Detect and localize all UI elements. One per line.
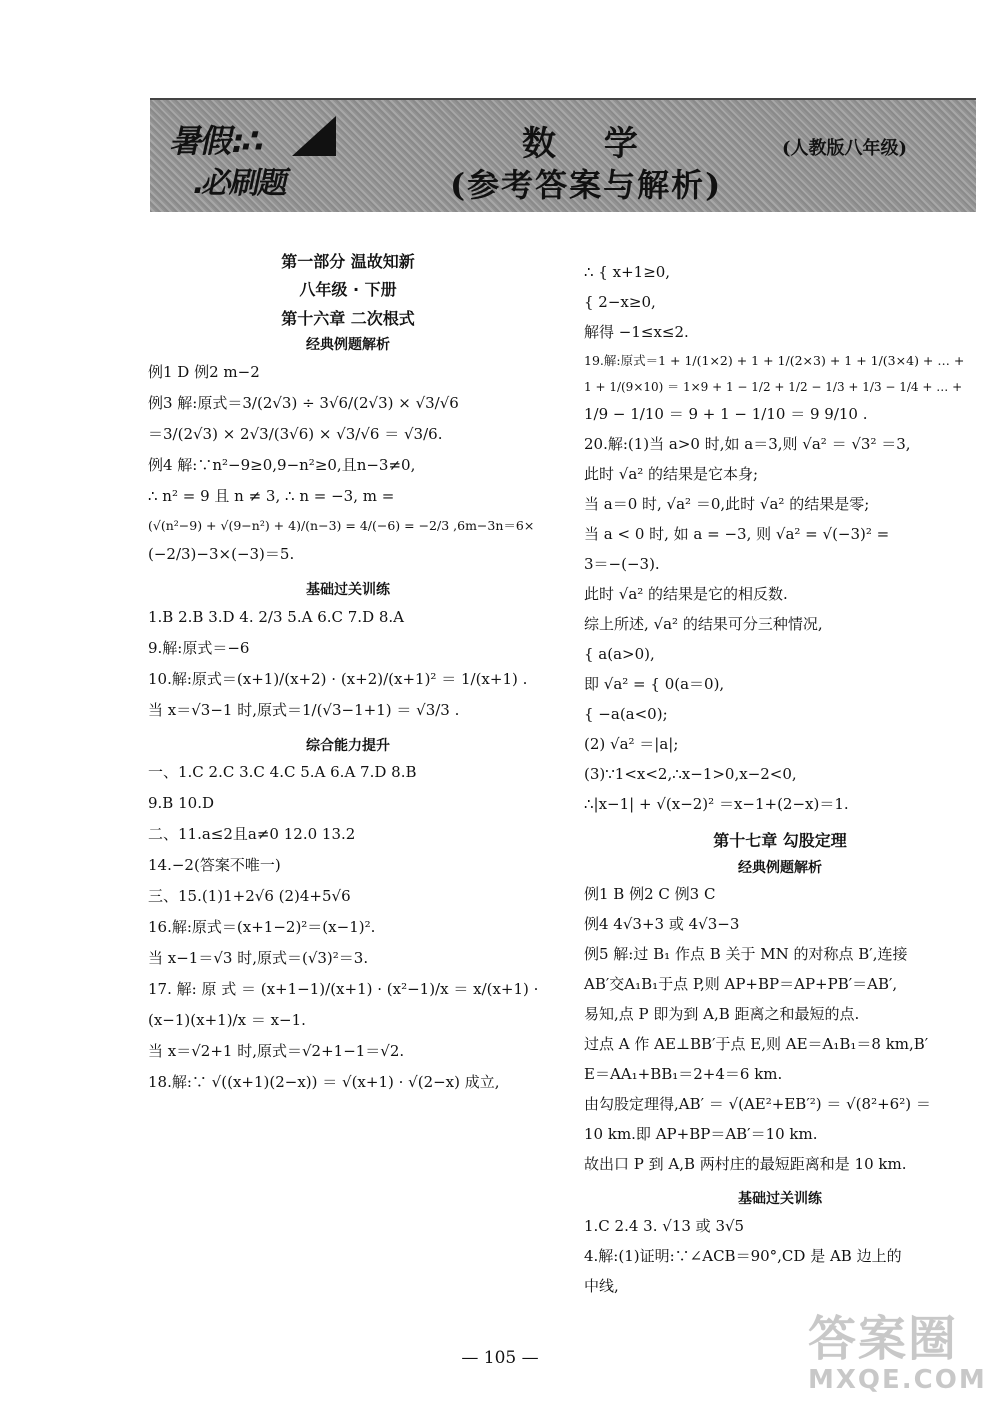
answer-line: 例5 解:过 B₁ 作点 B 关于 MN 的对称点 B′,连接 [584, 945, 908, 964]
answer-line: 16.解:原式＝(x+1−2)²＝(x−1)². [148, 918, 376, 937]
answer-line: 当 a＝0 时, √a² ＝0,此时 √a² 的结果是零; [584, 495, 870, 514]
answer-line: 综上所述, √a² 的结果可分三种情况, [584, 615, 823, 634]
answer-line: 例1 D 例2 m−2 [148, 362, 260, 381]
answer-line: 9.解:原式＝−6 [148, 638, 250, 657]
answer-line: 10 km.即 AP+BP＝AB′＝10 km. [584, 1125, 818, 1144]
answer-line: (√(n²−9) + √(9−n²) + 4)/(n−3) = 4/(−6) = −2/3 ,6m−3n＝6× [148, 517, 535, 533]
answer-line: ∴|x−1| + √(x−2)² ＝x−1+(2−x)＝1. [584, 795, 849, 814]
logo-line1: 暑假:∴ [167, 122, 267, 160]
section-heading: 经典例题解析 [738, 859, 822, 876]
right-column [584, 262, 976, 1306]
answers-title: (参考答案与解析) [450, 166, 723, 204]
section-heading: 第十六章 二次根式 [281, 308, 415, 328]
watermark [808, 1300, 987, 1395]
answer-line: 例1 B 例2 C 例3 C [584, 885, 716, 904]
section-heading: 第一部分 温故知新 [281, 252, 415, 271]
answer-line: 当 a < 0 时, 如 a = −3, 则 √a² = √(−3)² = [584, 525, 890, 544]
answer-line: 过点 A 作 AE⊥BB′于点 E,则 AE＝A₁B₁＝8 km,B′ [584, 1035, 929, 1054]
answer-line: 解得 −1≤x≤2. [584, 323, 689, 341]
subject-title: 数 学 [522, 124, 656, 164]
answer-line: 1.B 2.B 3.D 4. 2/3 5.A 6.C 7.D 8.A [148, 607, 405, 626]
answer-line: 例3 解:原式＝3/(2√3) ÷ 3√6/(2√3) × √3/√6 [148, 393, 459, 412]
answer-line: 此时 √a² 的结果是它本身; [584, 465, 759, 484]
answer-line: ∴ n² = 9 且 n ≠ 3, ∴ n = −3, m = [148, 486, 395, 505]
answer-line: (−2/3)−3×(−3)＝5. [148, 545, 295, 564]
answer-line: 三、15.(1)1+2√6 (2)4+5√6 [148, 887, 351, 906]
edition-label: (人教版八年级) [782, 138, 908, 159]
answer-line: (2) √a² ＝|a|; [584, 735, 679, 754]
answer-line: 18.解:∵ √((x+1)(2−x)) ＝ √(x+1) · √(2−x) 成立, [148, 1073, 500, 1092]
answer-line: 1/9 − 1/10 ＝ 9 + 1 − 1/10 ＝ 9 9/10 . [584, 405, 868, 424]
answer-line: { a(a>0), [584, 645, 655, 664]
section-heading: 基础过关训练 [306, 582, 390, 599]
answer-line: 4.解:(1)证明:∵∠ACB＝90°,CD 是 AB 边上的 [584, 1246, 902, 1265]
answer-line: 9.B 10.D [148, 794, 214, 813]
answer-line: 中线, [584, 1276, 619, 1295]
answer-line: ＝3/(2√3) × 2√3/(3√6) × √3/√6 ＝ √3/6. [148, 424, 443, 443]
answer-line: 1 + 1/(9×10) ＝ 1×9 + 1 − 1/2 + 1/2 − 1/3 + 1/3 − 1/4 + … + [584, 379, 963, 394]
left-column [148, 245, 548, 1103]
answer-line: 当 x−1＝√3 时,原式＝(√3)²＝3. [148, 949, 369, 968]
watermark-line1: 答案圈 [808, 1311, 959, 1367]
answer-line: 故出口 P 到 A,B 两村庄的最短距离和是 10 km. [584, 1155, 907, 1174]
answer-line: 14.−2(答案不唯一) [148, 856, 281, 875]
section-heading: 第十七章 勾股定理 [713, 831, 847, 851]
answer-line: AB′交A₁B₁于点 P,则 AP+BP＝AP+PB′＝AB′, [584, 975, 898, 994]
answer-line: ∴ { x+1≥0, [584, 263, 671, 281]
answer-line: 由勾股定理得,AB′ ＝ √(AE²+EB′²) ＝ √(8²+6²) ＝ [584, 1095, 931, 1114]
section-heading: 基础过关训练 [738, 1191, 822, 1208]
answer-line: (x−1)(x+1)/x ＝ x−1. [148, 1011, 306, 1030]
answer-line: 1.C 2.4 3. √13 或 3√5 [584, 1216, 745, 1235]
answer-line: 19.解:原式＝1 + 1/(1×2) + 1 + 1/(2×3) + 1 + 1/(3×4) + … + [584, 353, 965, 368]
answer-line: 即 √a² = { 0(a＝0), [584, 675, 725, 694]
answer-line: { −a(a<0); [584, 705, 668, 724]
answer-line: E＝AA₁+BB₁＝2+4＝6 km. [584, 1065, 783, 1084]
answer-line: 例4 解:∵n²−9≥0,9−n²≥0,且n−3≠0, [148, 455, 416, 474]
answer-line: 10.解:原式＝(x+1)/(x+2) · (x+2)/(x+1)² ＝ 1/(x+1) . [148, 669, 528, 688]
section-heading: 综合能力提升 [306, 737, 390, 754]
answer-line: 当 x＝√2+1 时,原式＝√2+1−1＝√2. [148, 1042, 405, 1061]
section-heading: 经典例题解析 [306, 337, 390, 354]
section-heading: 八年级 · 下册 [299, 280, 397, 300]
watermark-line2: MXQE.COM [808, 1365, 987, 1395]
answer-line: 当 x＝√3−1 时,原式＝1/(√3−1+1) ＝ √3/3 . [148, 700, 460, 719]
answer-line: 易知,点 P 即为到 A,B 距离之和最短的点. [584, 1005, 860, 1024]
page-number: — 105 — [461, 1348, 539, 1368]
answer-line: 一、1.C 2.C 3.C 4.C 5.A 6.A 7.D 8.B [148, 763, 417, 782]
answer-line: 20.解:(1)当 a>0 时,如 a＝3,则 √a² ＝ √3² ＝3, [584, 435, 911, 454]
logo-triangle-icon [292, 116, 336, 156]
answer-line: 3＝−(−3). [584, 555, 660, 574]
series-logo [167, 114, 338, 201]
answer-line: 此时 √a² 的结果是它的相反数. [584, 585, 788, 604]
answer-line: (3)∵1<x<2,∴x−1>0,x−2<0, [584, 765, 797, 784]
answer-line: 17. 解: 原 式 ＝ (x+1−1)/(x+1) · (x²−1)/x ＝ x/(x+1) · [148, 980, 539, 999]
answer-line: 例4 4√3+3 或 4√3−3 [584, 915, 740, 934]
header-banner [150, 98, 976, 212]
answer-line: { 2−x≥0, [584, 293, 656, 311]
answer-line: 二、11.a≤2且a≠0 12.0 13.2 [148, 825, 356, 844]
logo-line2: .必刷题 [189, 166, 291, 201]
